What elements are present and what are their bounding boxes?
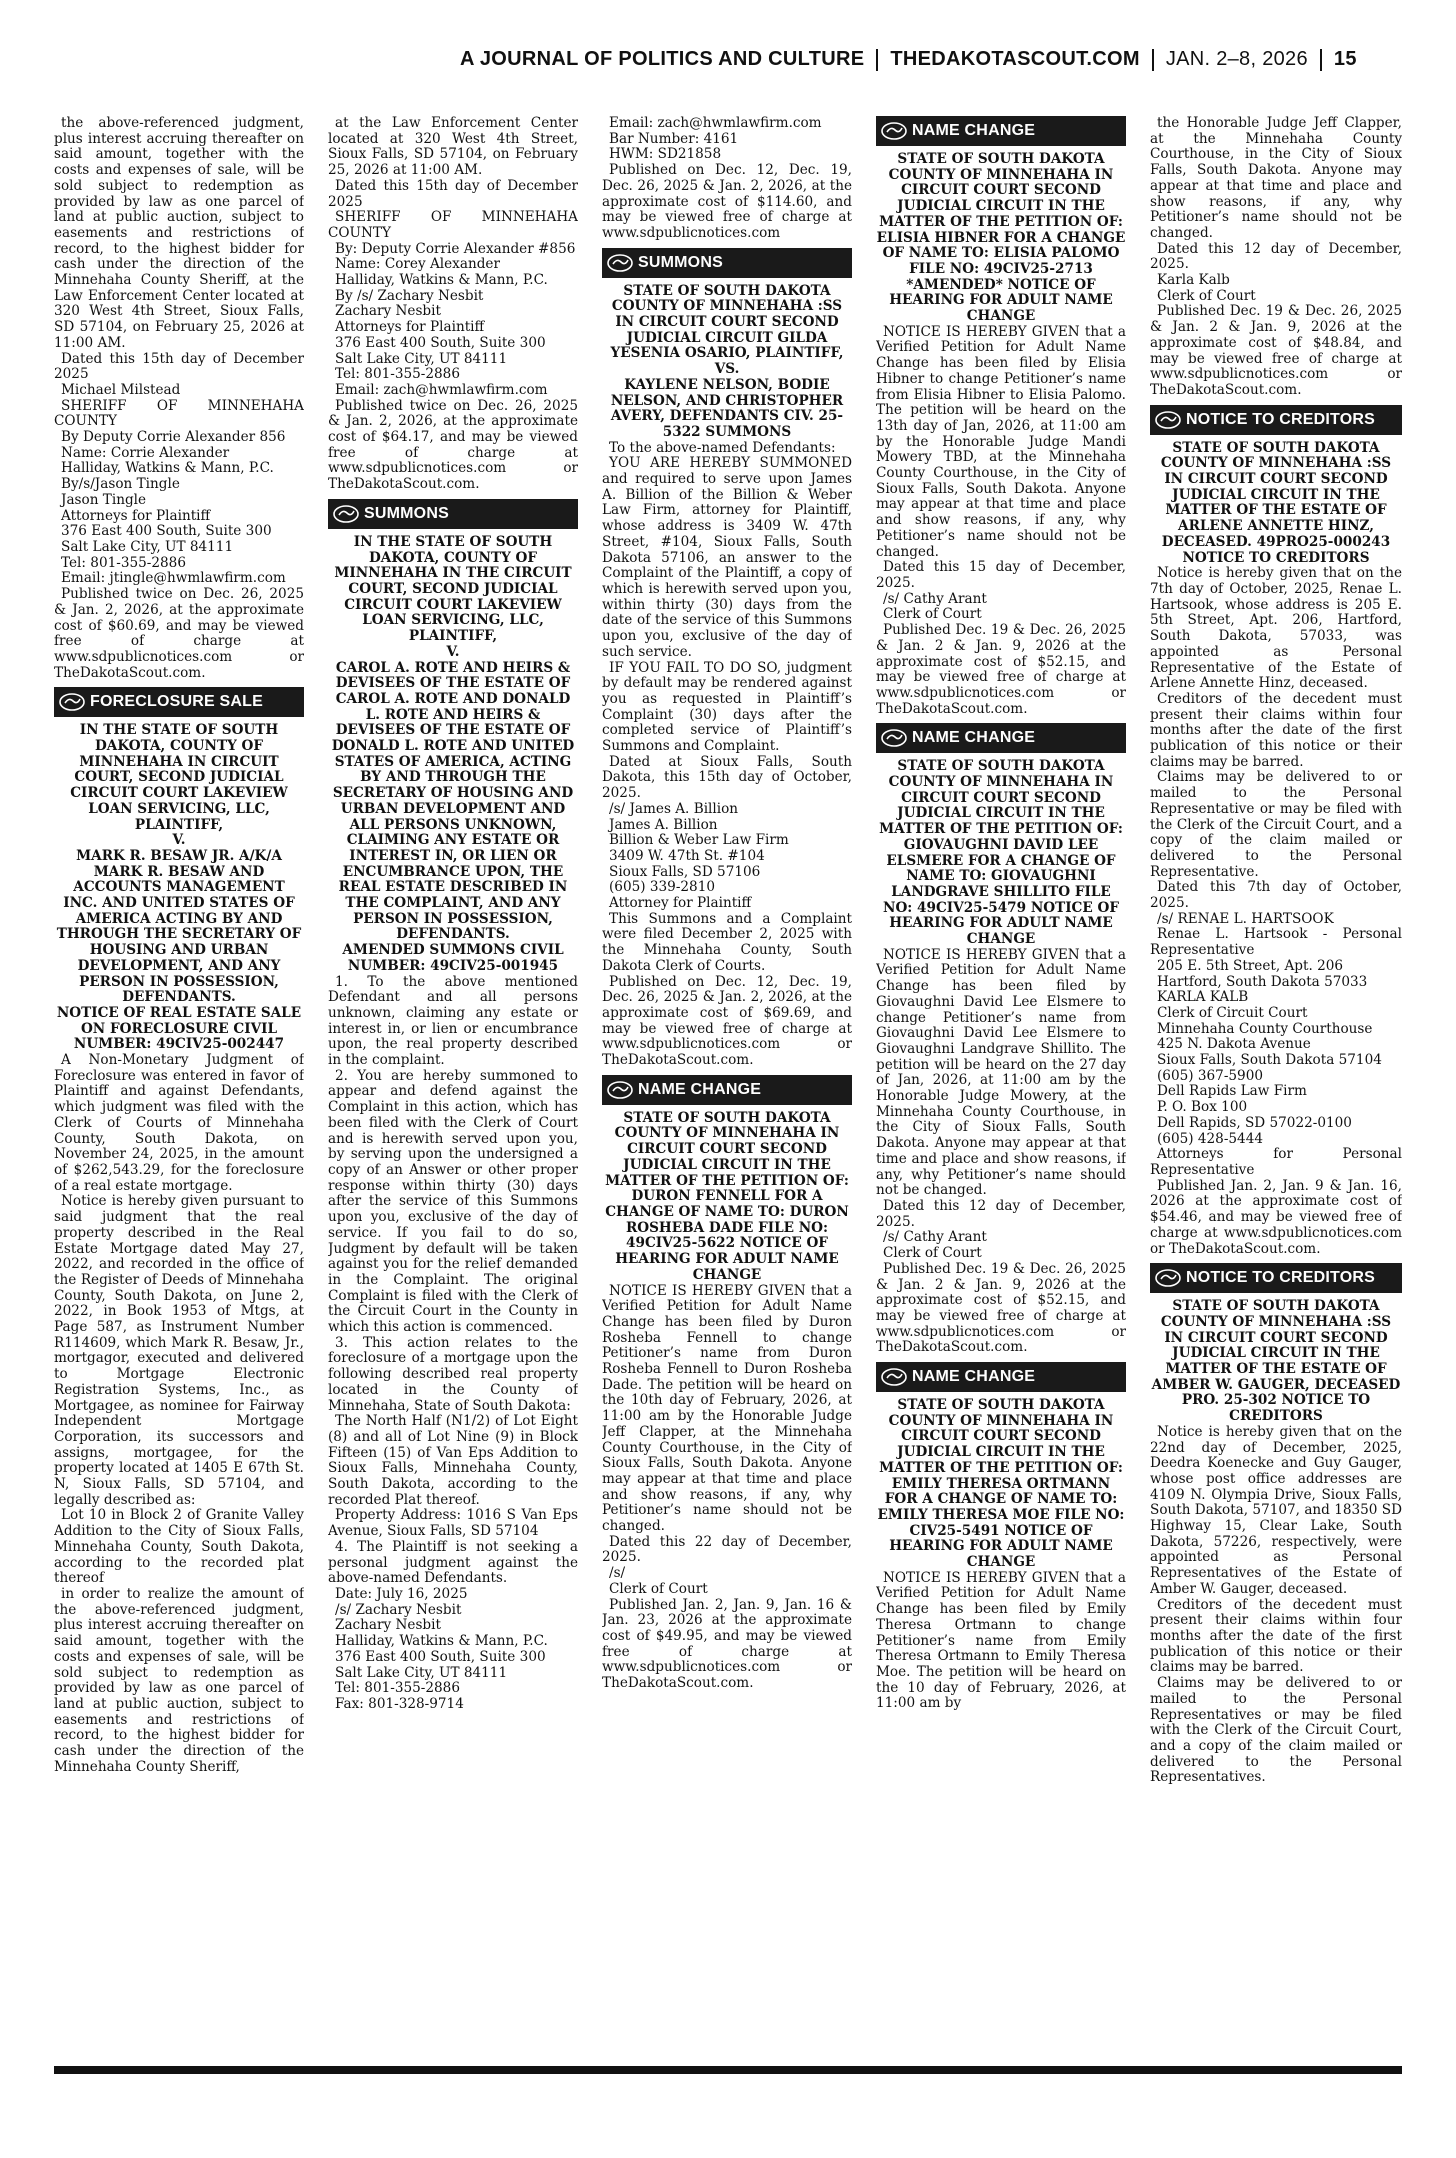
notice-heading: IN THE STATE OF SOUTH DAKOTA, COUNTY OF MINNEHAHA IN THE CIRCUIT COURT, SECOND JUDICIAL CIRCUIT COURT LAKEVIEW LOAN SERVICING, LLC, PLAINTIFF,: [334, 533, 572, 645]
notice-text: Notice is hereby given that on the 22nd day of December, 2025, Deedra Koenecke and Guy Gauger, whose post office addresses are 4109 N. Olympia Drive, Sioux Falls, South Dakota, 57107, and 18350 SD Highway 15, Clear Lake, South Dakota, 57226, respectively, were appointed as Personal Representatives of the Estate of Amber W. Gauger, deceased.: [1150, 1423, 1402, 1597]
notice-text: 3. This action relates to the foreclosure of a mortgage upon the following described real property located in the County of Minnehaha, State of South Dakota:: [328, 1334, 578, 1414]
notice-text: Published twice on Dec. 26, 2025 & Jan. 2, 2026, at the approximate cost of $64.17, and may be viewed free of charge at www.sdpublicnotices.com or TheDakotaScout.com.: [328, 397, 578, 493]
notice-text: Published on Dec. 12, Dec. 19, Dec. 26, 2025 & Jan. 2, 2026, at the approximate cost of $69.69, and may be viewed free of charge at www.sdpublicnotices.com or TheDakotaScout.com.: [602, 973, 852, 1069]
banner-label: NAME CHANGE: [638, 1080, 762, 1098]
bottom-rule: [54, 2066, 1402, 2074]
issue-date: JAN. 2–8, 2026: [1165, 48, 1308, 71]
notice-heading: STATE OF SOUTH DAKOTA COUNTY OF MINNEHAHA IN CIRCUIT COURT SECOND JUDICIAL CIRCUIT IN THE MATTER OF THE PETITION OF: GIOVAUGHNI DAVID LEE ELSMERE FOR A CHANGE OF NAME TO: GIOVAUGHNI LANDGRAVE SHILLITO FILE NO: 49CIV25-5479 NOTICE OF HEARING FOR ADULT NAME CHANGE: [879, 758, 1123, 948]
notice-text: HWM: SD21858: [609, 146, 722, 163]
scout-logo-icon: [602, 1075, 638, 1105]
column-4: [876, 116, 1126, 2051]
notice-text: Dated this 15th day of December 2025: [54, 350, 304, 383]
notice-text: Minnehaha County Courthouse: [1157, 1020, 1373, 1037]
notice-text: Claims may be delivered to or mailed to the Personal Representative or may be filed with the Clerk of the Circuit Court, and a copy of the claim mailed or delivered to the Personal Representative.: [1150, 769, 1402, 880]
notice-text: Zachary Nesbit: [335, 303, 441, 320]
notice-text: Clerk of Court: [609, 1580, 708, 1597]
notice-text: NOTICE IS HEREBY GIVEN that a Verified Petition for Adult Name Change has been filed by Giovaughni David Lee Elsmere to change Petitioner’s name from Giovaughni David Lee Elsmere to Giovaughni Landgrave Shillito. The petition will be heard on the 27 day of Jan, 2026, at 11:00 am by the Honorable Judge Mowery, at the Minnehaha County Courthouse, in the City of Sioux Falls, South Dakota. Anyone may appear at that time and place and show reasons, if any, why Petitioner’s name should not be changed.: [876, 946, 1126, 1199]
site-name[interactable]: THEDAKOTASCOUT.COM: [890, 48, 1140, 71]
notice-text: 4. The Plaintiff is not seeking a personal judgment against the above-named Defendants.: [328, 1538, 578, 1587]
notice-text: Creditors of the decedent must present their claims within four months after the date of the first publication of this notice or their claims may be barred.: [1150, 1596, 1402, 1676]
column-3: [602, 116, 852, 2051]
notice-text: Renae L. Hartsook - Personal Representative: [1150, 926, 1402, 959]
notice-text: To the above-named Defendants:: [609, 439, 836, 456]
notice-heading: MARK R. BESAW JR. A/K/A MARK R. BESAW AND ACCOUNTS MANAGEMENT INC. AND UNITED STATES OF AMERICA ACTING BY AND THROUGH THE SECRETARY OF HOUSING AND URBAN DEVELOPMENT, AND ANY PERSON IN POSSESSION, DEFENDANTS.: [56, 847, 302, 1006]
notice-text: Notice is hereby given pursuant to said judgment that the real property described in the Real Estate Mortgage dated May 27, 2022, and recorded in the office of the Register of Deeds of Minnehaha County, South Dakota, on June 2, 2022, in Book 1953 of Mtgs, at Page 587, as Instrument Number R114609, which Mark R. Besaw, Jr., mortgagor, executed and delivered to Mortgage Electronic Registration Systems, Inc., as Mortgagee, as nominee for Fairway Independent Mortgage Corporation, its successors and assigns, mortgagee, for the property located at 1405 E 67th St. N, Sioux Falls, SD 57104, and legally described as:: [54, 1193, 304, 1508]
notice-text: 205 E. 5th Street, Apt. 206: [1157, 957, 1344, 974]
notice-text: /s/: [609, 1565, 626, 1582]
section-banner-foreclosure: [54, 687, 304, 717]
notice-text: James A. Billion: [609, 816, 718, 833]
notice-text: Hartford, South Dakota 57033: [1157, 973, 1368, 990]
notice-heading: NOTICE OF REAL ESTATE SALE ON FORECLOSURE CIVIL NUMBER: 49CIV25-002447: [56, 1004, 302, 1053]
notice-text: Published on Dec. 12, Dec. 19, Dec. 26, 2025 & Jan. 2, 2026, at the approximate cost of $114.60, and may be viewed free of charge at www.sdpublicnotices.com: [602, 162, 852, 241]
page-number: 15: [1333, 48, 1357, 71]
notice-text: A Non-Monetary Judgment of Foreclosure was entered in favor of Plaintiff and against Defendants, which judgment was filed with the Clerk of Courts of Minnehaha County, South Dakota, on November 24, 2025, in the amount of $262,543.29, for the foreclosure of a real estate mortgage.: [54, 1052, 304, 1194]
notice-text: By Deputy Corrie Alexander 856: [61, 429, 286, 446]
notice-text: Clerk of Court: [883, 1245, 982, 1262]
notice-text: Dated this 7th day of October, 2025.: [1150, 879, 1402, 912]
notice-text: Halliday, Watkins & Mann, P.C.: [335, 1633, 548, 1650]
notice-heading: STATE OF SOUTH DAKOTA COUNTY OF MINNEHAHA :SS IN CIRCUIT COURT SECOND JUDICIAL CIRCUIT GILDA YESENIA OSARIO, PLAINTIFF,: [610, 282, 844, 362]
section-banner-name-change: [876, 1362, 1126, 1392]
notice-text: P. O. Box 100: [1157, 1099, 1248, 1116]
notice-text: Halliday, Watkins & Mann, P.C.: [61, 460, 274, 477]
notices-columns: [54, 116, 1402, 2051]
notice-text: NOTICE IS HEREBY GIVEN that a Verified Petition for Adult Name Change has been filed by Elisia Hibner to change Petitioner’s name from Elisia Hibner to Elisia Palomo. The petition will be heard on the 13th day of Jan, 2026, at 11:00 am by the Honorable Judge Mandi Mowery TBD, at the Minnehaha County Courthouse, in the City of Sioux Falls, South Dakota. Anyone may appear at that time and place and show reasons, if any, why Petitioner’s name should not be changed.: [876, 323, 1126, 560]
notice-text: Published Jan. 2, Jan. 9, Jan. 16 & Jan. 23, 2026 at the approximate cost of $49.95, and may be viewed free of charge at www.sdpublicnotices.com or TheDakotaScout.com.: [602, 1596, 852, 1692]
notice-text: 2. You are hereby summoned to appear and defend against the Complaint in this action, which has been filed with the Clerk of Court and is herewith served upon you, by serving upon the undersigned a copy of an Answer or other proper response within thirty (30) days after the service of this Summons upon you, exclusive of the day of service. If you fail to do so, Judgment by default will be taken against you for the relief demanded in the Complaint. The original Complaint is filed with the Clerk of the Circuit Court in the County in which this action is commenced.: [328, 1067, 578, 1336]
notice-text: /s/ Zachary Nesbit: [335, 1601, 462, 1618]
notice-text: NOTICE IS HEREBY GIVEN that a Verified Petition for Adult Name Change has been filed by Emily Theresa Ortmann to change Petitioner’s name from Emily Theresa Ortmann to Emily Theresa Moe. The petition will be heard on the 10 day of February, 2026, at 11:00 am by: [876, 1569, 1126, 1712]
notice-text: Salt Lake City, UT 84111: [61, 538, 234, 555]
section-banner-notice-to-creditors: [1150, 1263, 1402, 1293]
journal-tagline: A JOURNAL OF POLITICS AND CULTURE: [460, 48, 865, 71]
page-header: [460, 48, 1400, 78]
section-banner-notice-to-creditors: [1150, 405, 1402, 435]
notice-heading: VS.: [714, 361, 740, 378]
notice-text: 376 East 400 South, Suite 300: [335, 1648, 546, 1665]
banner-label: NOTICE TO CREDITORS: [1186, 410, 1376, 428]
notice-heading: STATE OF SOUTH DAKOTA COUNTY OF MINNEHAHA :SS IN CIRCUIT COURT SECOND JUDICIAL CIRCUIT IN THE MATTER OF THE ESTATE OF AMBER W. GAUGER, DECEASED PRO. 25-302 NOTICE TO CREDITORS: [1151, 1298, 1401, 1425]
section-banner-name-change: [602, 1075, 852, 1105]
notice-text: Halliday, Watkins & Mann, P.C.: [335, 272, 548, 289]
notice-text: Email: jtingle@hwmlawfirm.com: [61, 570, 286, 587]
notice-text: the Honorable Judge Jeff Clapper, at the Minnehaha County Courthouse, in the City of Sioux Falls, South Dakota. Anyone may appear at that time and place and show reasons, if any, why Petitioner’s name should not be changed.: [1150, 116, 1402, 241]
notice-heading: STATE OF SOUTH DAKOTA COUNTY OF MINNEHAHA IN CIRCUIT COURT SECOND JUDICIAL CIRCUIT IN THE MATTER OF THE PETITION OF: ELISIA HIBNER FOR A CHANGE OF NAME TO: ELISIA PALOMO FILE NO: 49CIV25-2713 *AMENDED* NOTICE OF HEARING FOR ADULT NAME CHANGE: [876, 151, 1126, 325]
section-banner-summons: [328, 499, 578, 529]
notice-text: Dated this 12 day of December, 2025.: [876, 1198, 1126, 1230]
banner-label: FORECLOSURE SALE: [90, 693, 263, 711]
section-banner-summons: [602, 248, 852, 278]
notice-text: KARLA KALB: [1157, 989, 1249, 1006]
notice-text: (605) 428-5444: [1157, 1130, 1264, 1147]
notice-text: IF YOU FAIL TO DO SO, judgment by default may be rendered against you as requested in Plaintiff’s Complaint (30) days after the completed service of Plaintiff’s Summons and Complaint.: [602, 659, 852, 755]
notice-text: (605) 367-5900: [1157, 1067, 1264, 1084]
banner-label: SUMMONS: [638, 253, 723, 271]
notice-heading: KAYLENE NELSON, BODIE NELSON, AND CHRISTOPHER AVERY, DEFENDANTS CIV. 25-5322 SUMMONS: [610, 376, 844, 440]
notice-text: Property Address: 1016 S Van Eps Avenue, Sioux Falls, SD 57104: [328, 1507, 578, 1540]
notice-text: Notice is hereby given that on the 7th day of October, 2025, Renae L. Hartsook, whose address is 205 E. 5th Street, Apt. 206, Hartford, South Dakota, 57033, was appointed as Personal Representative of the Estate of Arlene Annette Hinz, deceased.: [1150, 565, 1402, 692]
notice-text: By/s/Jason Tingle: [61, 476, 180, 493]
notice-text: Name: Corey Alexander: [335, 256, 500, 273]
banner-label: NAME CHANGE: [912, 729, 1036, 747]
notice-text: (605) 339-2810: [609, 879, 716, 896]
notice-heading: CAROL A. ROTE AND HEIRS & DEVISEES OF THE ESTATE OF CAROL A. ROTE AND DONALD L. ROTE AND HEIRS & DEVISEES OF THE ESTATE OF DONALD L. ROTE AND UNITED STATES OF AMERICA, ACTING BY AND THROUGH THE SECRETARY OF HOUSING AND URBAN DEVELOPMENT AND ALL PERSONS UNKNOWN, CLAIMING ANY ESTATE OR INTEREST IN, OR LIEN OR ENCUMBRANCE UPON, THE REAL ESTATE DESCRIBED IN THE COMPLAINT, AND ANY PERSON IN POSSESSION, DEFENDANTS.: [331, 659, 575, 943]
notice-text: Creditors of the decedent must present their claims within four months after the date of the first publication of this notice or their claims may be barred.: [1150, 690, 1402, 770]
notice-text: /s/ James A. Billion: [609, 800, 739, 817]
notice-text: Sioux Falls, SD 57106: [609, 863, 761, 880]
notice-text: Zachary Nesbit: [335, 1617, 441, 1634]
notice-text: Dell Rapids, SD 57022-0100: [1157, 1114, 1352, 1131]
notice-text: 425 N. Dakota Avenue: [1157, 1036, 1311, 1053]
notice-text: Attorneys for Personal Representative: [1150, 1146, 1402, 1178]
header-divider: [1152, 49, 1154, 71]
notice-text: This Summons and a Complaint were filed December 2, 2025 with the Minnehaha County, South Dakota Clerk of Courts.: [602, 910, 852, 974]
notice-text: Tel: 801-355-2886: [335, 366, 460, 383]
notice-text: Published Jan. 2, Jan. 9 & Jan. 16, 2026 at the approximate cost of $54.46, and may be viewed free of charge at www.sdpublicnotices.com or TheDakotaScout.com.: [1150, 1177, 1402, 1257]
notice-text: The North Half (N1/2) of Lot Eight (8) and all of Lot Nine (9) in Block Fifteen (15) of Van Eps Addition to Sioux Falls, Minnehaha County, South Dakota, according to the recorded Plat thereof.: [328, 1413, 578, 1508]
notice-text: 376 East 400 South, Suite 300: [61, 523, 272, 540]
column-1: [54, 116, 304, 2051]
scout-logo-icon: [876, 1362, 912, 1392]
notice-text: Claims may be delivered to or mailed to the Personal Representatives or may be filed with the Clerk of the Circuit Court, and a copy of the claim mailed or delivered to the Personal Representatives.: [1150, 1675, 1402, 1786]
notice-text: Salt Lake City, UT 84111: [335, 1664, 508, 1681]
notice-text: NOTICE IS HEREBY GIVEN that a Verified Petition for Adult Name Change has been filed by Duron Rosheba Fennell to change Petitioner’s name from Duron Rosheba Fennell to Duron Rosheba Dade. The petition will be heard on the 10th day of February, 2026, at 11:00 am by the Honorable Judge Jeff Clapper, at the Minnehaha County Courthouse, in the City of Sioux Falls, South Dakota. Anyone may appear at that time and place and show reasons, if any, why Petitioner’s name should not be changed.: [602, 1282, 852, 1535]
notice-text: Dated at Sioux Falls, South Dakota, this 15th day of October, 2025.: [602, 753, 852, 802]
scout-logo-icon: [328, 499, 364, 529]
banner-label: NAME CHANGE: [912, 1368, 1036, 1386]
scout-logo-icon: [876, 723, 912, 753]
notice-text: /s/ Cathy Arant: [883, 1229, 987, 1246]
notice-heading: STATE OF SOUTH DAKOTA COUNTY OF MINNEHAHA IN CIRCUIT COURT SECOND JUDICIAL CIRCUIT IN THE MATTER OF THE PETITION OF: EMILY THERESA ORTMANN FOR A CHANGE OF NAME TO: EMILY THERESA MOE FILE NO: CIV25-5491 NOTICE OF HEARING FOR ADULT NAME CHANGE: [877, 1397, 1125, 1571]
notice-text: By: Deputy Corrie Alexander #856: [335, 240, 576, 257]
notice-text: Email: zach@hwmlawfirm.com: [609, 116, 822, 131]
notice-text: Karla Kalb: [1157, 272, 1230, 289]
banner-label: SUMMONS: [364, 505, 449, 523]
notice-text: Sioux Falls, South Dakota 57104: [1157, 1052, 1382, 1069]
notice-text: Dated this 12 day of December, 2025.: [1150, 240, 1402, 273]
notice-text: Tel: 801-355-2886: [335, 1680, 460, 1697]
notice-text: SHERIFF OF MINNEHAHA COUNTY: [328, 209, 578, 241]
notice-text: Michael Milstead: [61, 381, 181, 398]
notice-text: Attorney for Plaintiff: [609, 895, 752, 912]
notice-heading: V.: [446, 643, 460, 660]
column-5: [1150, 116, 1402, 2051]
notice-text: Lot 10 in Block 2 of Granite Valley Addition to the City of Sioux Falls, Minnehaha County, South Dakota, according to the recorded plat thereof: [54, 1507, 304, 1587]
header-divider: [876, 49, 878, 71]
section-banner-name-change: [876, 116, 1126, 146]
notice-text: Name: Corrie Alexander: [61, 444, 230, 461]
notice-text: Dated this 15 day of December, 2025.: [876, 559, 1126, 591]
notice-text: Dated this 15th day of December 2025: [328, 177, 578, 210]
notice-heading: STATE OF SOUTH DAKOTA COUNTY OF MINNEHAHA IN CIRCUIT COURT SECOND JUDICIAL CIRCUIT IN THE MATTER OF THE PETITION OF: DURON FENNELL FOR A CHANGE OF NAME TO: DURON ROSHEBA DADE FILE NO: 49CIV25-5622 NOTICE OF HEARING FOR ADULT NAME CHANGE: [605, 1109, 849, 1283]
scout-logo-icon: [1150, 1263, 1186, 1293]
notice-text: Billion & Weber Law Firm: [609, 832, 789, 849]
notice-text: Clerk of Circuit Court: [1157, 1004, 1308, 1021]
notice-text: Clerk of Court: [1157, 287, 1256, 304]
notice-text: YOU ARE HEREBY SUMMONED and required to serve upon James A. Billion of the Billion & Weber Law Firm, attorney for Plaintiff, whose address is 3409 W. 47th Street, #104, Sioux Falls, South Dakota 57106, an answer to the Complaint of the Plaintiff, a copy of which is herewith served upon you, within thirty (30) days from the date of the service of this Summons upon you, exclusive of the day of such service.: [602, 455, 852, 660]
notice-text: /s/ RENAE L. HARTSOOK: [1157, 910, 1334, 927]
notice-text: Attorneys for Plaintiff: [335, 319, 485, 336]
notice-text: 376 East 400 South, Suite 300: [335, 334, 546, 351]
notice-text: Jason Tingle: [61, 491, 147, 508]
scout-logo-icon: [1150, 405, 1186, 435]
notice-text: /s/ Cathy Arant: [883, 590, 987, 607]
notice-heading: IN THE STATE OF SOUTH DAKOTA, COUNTY OF MINNEHAHA IN CIRCUIT COURT, SECOND JUDICIAL CIRCUIT COURT LAKEVIEW LOAN SERVICING, LLC, PLAINTIFF,: [70, 722, 288, 833]
notice-heading: STATE OF SOUTH DAKOTA COUNTY OF MINNEHAHA :SS IN CIRCUIT COURT SECOND JUDICIAL CIRCUIT IN THE MATTER OF THE ESTATE OF ARLENE ANNETTE HINZ, DECEASED. 49PRO25-000243 NOTICE TO CREDITORS: [1160, 439, 1392, 566]
notice-text: Salt Lake City, UT 84111: [335, 350, 508, 367]
notice-text: at the Law Enforcement Center located at 320 West 4th Street, Sioux Falls, SD 57104, on February 25, 2026 at 11:00 AM.: [328, 116, 578, 179]
notice-text: 1. To the above mentioned Defendant and all persons unknown, claiming any estate or interest in, or lien or encumbrance upon, the real property described in the complaint.: [328, 973, 578, 1069]
notice-text: Attorneys for Plaintiff: [61, 507, 211, 524]
banner-label: NAME CHANGE: [912, 122, 1036, 140]
notice-text: Bar Number: 4161: [609, 130, 739, 147]
notice-text: Published Dec. 19 & Dec. 26, 2025 & Jan. 2 & Jan. 9, 2026 at the approximate cost of $52.15, and may be viewed free of charge at www.sdpublicnotices.com or TheDakotaScout.com.: [876, 1260, 1126, 1356]
notice-heading: V.: [172, 832, 186, 849]
scout-logo-icon: [876, 116, 912, 146]
notice-text: Date: July 16, 2025: [335, 1585, 468, 1602]
notice-text: Email: zach@hwmlawfirm.com: [335, 381, 548, 398]
notice-text: Dell Rapids Law Firm: [1157, 1083, 1307, 1100]
notice-text: Published Dec. 19 & Dec. 26, 2025 & Jan. 2 & Jan. 9, 2026 at the approximate cost of $52.15, and may be viewed free of charge at www.sdpublicnotices.com or TheDakotaScout.com.: [876, 622, 1126, 717]
notice-text: 3409 W. 47th St. #104: [609, 847, 765, 864]
notice-text: Tel: 801-355-2886: [61, 554, 186, 571]
header-divider: [1320, 49, 1322, 71]
column-2: [328, 116, 578, 2051]
banner-label: NOTICE TO CREDITORS: [1186, 1269, 1376, 1287]
notice-text: Published twice on Dec. 26, 2025 & Jan. 2, 2026, at the approximate cost of $60.69, and may be viewed free of charge at www.sdpublicnotices.com or TheDakotaScout.com.: [54, 586, 304, 681]
notice-text: Clerk of Court: [883, 606, 982, 623]
notice-text: in order to realize the amount of the above-referenced judgment, plus interest accruing thereafter on said amount, together with the costs and expenses of sale, will be sold subject to redemption as provided by law as one parcel of land at public auction, subject to easements and restrictions of record, to the highest bidder for cash under the direction of the Minnehaha County Sheriff,: [54, 1585, 304, 1775]
notice-text: the above-referenced judgment, plus interest accruing thereafter on said amount, together with the costs and expenses of sale, will be sold subject to redemption as provided by law as one parcel of land at public auction, subject to easements and restrictions of record, to the highest bidder for cash under the direction of the Minnehaha County Sheriff, at the Law Enforcement Center located at 320 West 4th Street, Sioux Falls, SD 57104, on February 25, 2026 at 11:00 AM.: [54, 116, 304, 351]
notice-text: Fax: 801-328-9714: [335, 1695, 464, 1712]
notice-text: SHERIFF OF MINNEHAHA COUNTY: [54, 397, 304, 430]
notice-text: By /s/ Zachary Nesbit: [335, 287, 484, 304]
section-banner-name-change: [876, 723, 1126, 753]
notice-text: Published Dec. 19 & Dec. 26, 2025 & Jan. 2 & Jan. 9, 2026 at the approximate cost of $48.84, and may be viewed free of charge at www.sdpublicnotices.com or TheDakotaScout.com.: [1150, 303, 1402, 398]
notice-heading: AMENDED SUMMONS CIVIL NUMBER: 49CIV25-001945: [342, 942, 564, 974]
scout-logo-icon: [54, 687, 90, 717]
notice-text: Dated this 22 day of December, 2025.: [602, 1533, 852, 1566]
scout-logo-icon: [602, 248, 638, 278]
